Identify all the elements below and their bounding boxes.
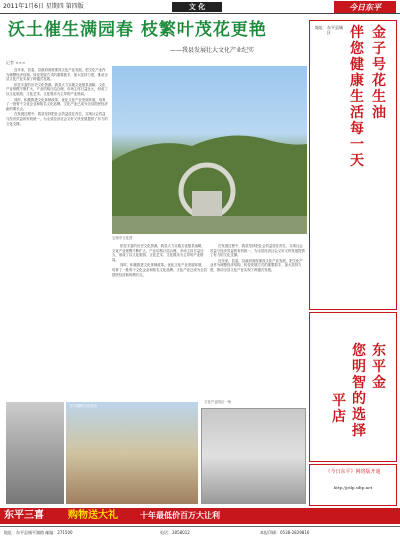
photo-caption: 文化产业园区一角 [204, 400, 232, 404]
ad-text-col: 平店 [332, 393, 346, 425]
temple-illustration [112, 66, 307, 234]
article-column-3 [210, 244, 306, 394]
photo-industrial [201, 408, 306, 504]
photo-caption: 东平湖畔文化演出 [70, 404, 98, 408]
byline: 记者 ××× [6, 60, 26, 65]
paragraph: 依托丰富的历史文化资源，我县大力实施文化强县战略，文化产业规模不断扩大，产业结构日趋合理，市场主体日益壮大，形成了以文化旅游、文化艺术、文化娱乐为主导的产业格局。 [112, 244, 205, 262]
paragraph: 依托丰富的历史文化资源，我县大力实施文化强县战略，文化产业规模不断扩大，产业结构日趋合理，市场主体日益壮大，形成了以文化旅游、文化艺术、文化娱乐为主导的产业格局。 [6, 82, 108, 96]
article-column-2 [112, 244, 207, 394]
online-url[interactable]: http://jrdp.sdtp.net [333, 485, 373, 491]
second-advert [309, 312, 397, 462]
paragraph: 同时，积极推进文化体制改革，优化文化产业发展环境，培育了一批骨干文化企业和知名文化品牌，文化产业已成为全县国民经济新的增长点。 [6, 97, 108, 111]
paragraph: 近年来，县委、县政府高度重视文化产业发展，把文化产业作为调整经济结构、转变发展方式的重要抓手，加大扶持力度，推动全县文化产业实现了跨越式发展。 [210, 258, 303, 272]
ad-text-col: 您明智的选择 [352, 343, 366, 439]
banner-mid: 购物送大礼 [68, 510, 118, 521]
ad-text-col: 东平金 [372, 343, 386, 391]
footer-phone: 电话：2858012 [160, 530, 190, 535]
paragraph: 在发展过程中，我县坚持把社会效益放在首位，实现社会效益与经济效益的有机统一，为全县经济社会又好又快发展提供了有力的文化支撑。 [210, 244, 305, 258]
page-footer [0, 526, 400, 538]
article-subtitle: ——我县发展壮大文化产业纪实 [170, 47, 255, 54]
banner-left: 东平三喜 [4, 510, 44, 521]
photo-tree [6, 402, 64, 504]
ad-contact: 地址：东平县城区 [315, 25, 343, 35]
section-label: 文 化 [172, 2, 222, 12]
sidebar-advert [309, 20, 397, 310]
paragraph: 近年来，县委、县政府高度重视文化产业发展，把文化产业作为调整经济结构、转变发展方式的重要抓手，加大扶持力度，推动全县文化产业实现了跨越式发展。 [6, 68, 108, 82]
article-title: 沃土催生满园春 枝繁叶茂花更艳 [8, 20, 267, 40]
paragraph: 在发展过程中，我县坚持把社会效益放在首位，实现社会效益与经济效益的有机统一，为全县经济社会又好又快发展提供了有力的文化支撑。 [6, 112, 108, 126]
ad-text-col: 伴您健康生活每一天 [350, 25, 364, 169]
page-header [0, 0, 400, 14]
footer-edition: 本报印刷：0538-2829816 [260, 530, 310, 535]
banner-right: 十年最低价百万大让利 [140, 511, 220, 520]
article-column-1 [6, 68, 108, 398]
paragraph: 同时，积极推进文化体制改革，优化文化产业发展环境，培育了一批骨干文化企业和知名文化品牌，文化产业已成为全县国民经济新的增长点。 [112, 263, 207, 277]
temple-photo [112, 66, 307, 234]
date-line: 2011年1月6日 星期四 第四版 [3, 3, 84, 10]
photo-buildings [66, 402, 198, 504]
paper-logo: 今日东平 [334, 1, 396, 13]
bottom-banner-ad [0, 508, 400, 524]
photo-caption: 宝相寺文化园 [112, 236, 133, 240]
footer-address: 地址：东平县城平湖路 邮编：271500 [4, 530, 73, 535]
online-edition-box [309, 464, 397, 506]
online-title: 《今日东平》网络版开通 [325, 469, 381, 475]
ad-text-col: 金子号花生油 [372, 25, 386, 121]
